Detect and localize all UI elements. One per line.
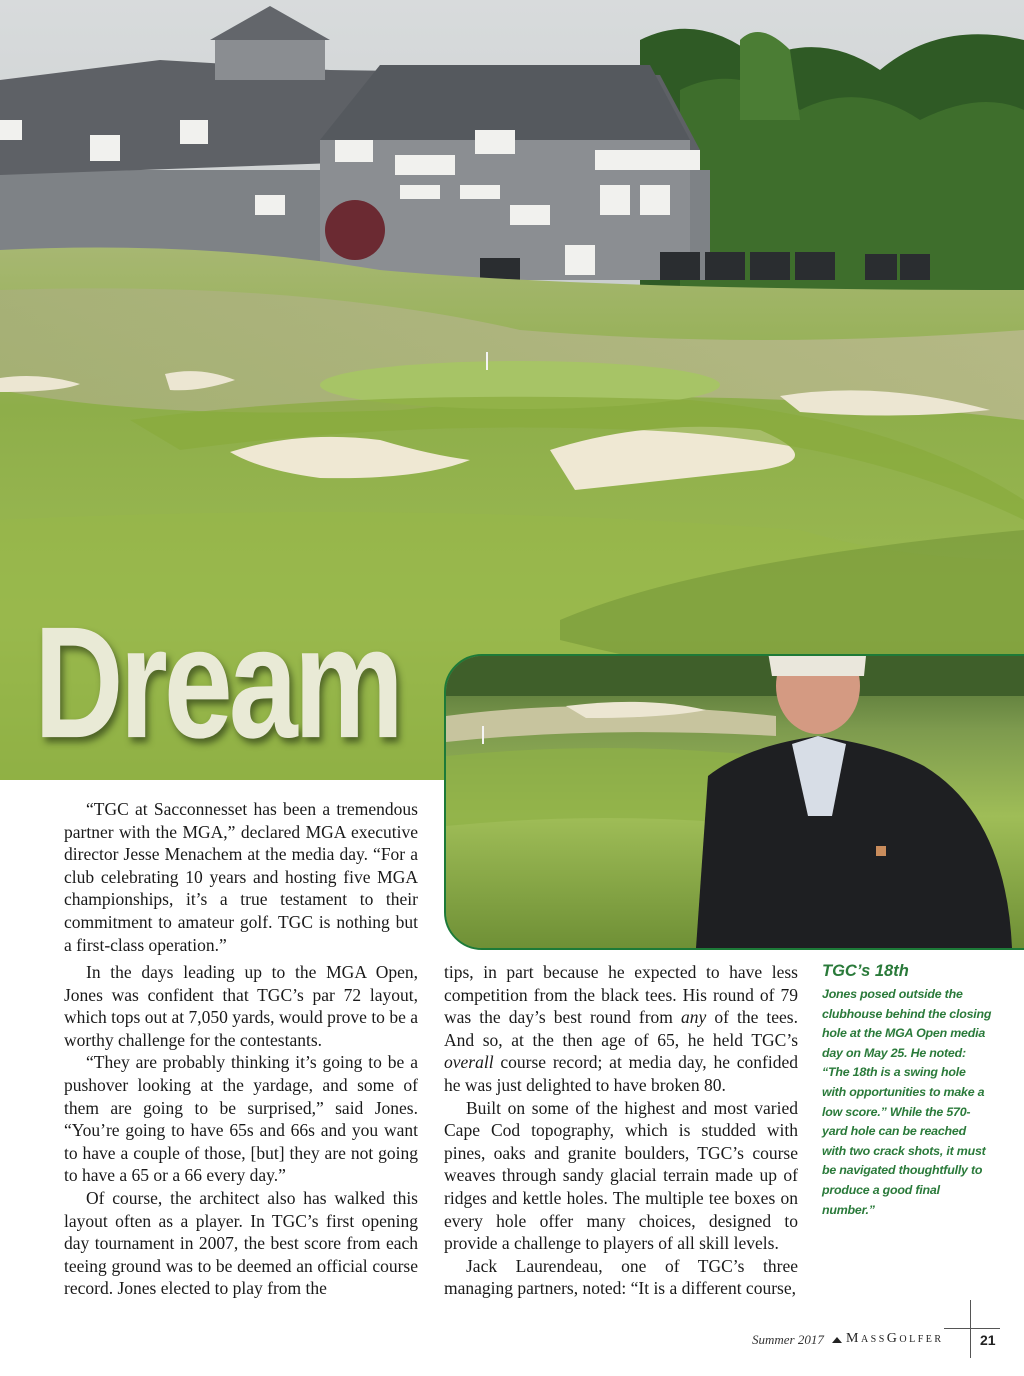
headline-dream: Dream [34, 595, 400, 772]
paragraph-topography: Built on some of the highest and most varied Cape Cod topography, which is studded with pines, oaks and granite boulders, TGC’s course weaves through sandy glacial terrain made up of ridges and kettle holes. The multiple tee boxes on every hole offer many choices, designed to provide a challenge to players of all skill levels. [444, 1097, 798, 1254]
paragraph-mga-open: In the days leading up to the MGA Open, Jones was confident that TGC’s par 72 layout, which tops out at 7,050 yards, would prove to be a worthy challenge for the contestants. [64, 962, 418, 1050]
footer-triangle-icon [832, 1337, 842, 1343]
inset-photo-jones [444, 654, 1024, 950]
golfer-portrait-illustration [446, 656, 1024, 948]
body-column-2 [444, 961, 798, 1300]
footer-crop-mark-horizontal [944, 1328, 1000, 1329]
paragraph-architect: Of course, the architect also has walked this layout often as a player. In TGC’s first opening day tournament in 2007, the best score from each teeing ground was to be deemed an official course record. Jones elected to play from the [64, 1187, 418, 1299]
paragraph-laurendeau: Jack Laurendeau, one of TGC’s three managing partners, noted: “It is a different course, [444, 1255, 798, 1299]
body-column-1-top [64, 798, 418, 956]
caption-title: TGC’s 18th [822, 962, 909, 980]
paragraph-course-record: tips, in part because he expected to have less competition from the black tees. His round of 79 was the day’s best round from any of the tees. And so, at the then age of 65, he held TGC’s overall course record; at media day, he confided he was just delighted to have broken 80. [444, 962, 798, 1095]
footer-crop-mark-vertical [970, 1300, 971, 1358]
paragraph-quote-menachem: “TGC at Sacconnesset has been a tremendous partner with the MGA,” declared MGA executive director Jesse Menachem at the media day. “For a club celebrating 10 years and hosting five MGA championships, it’s a true testament to their commitment to amateur golf. TGC is nothing but a first-class operation.” [64, 799, 418, 955]
paragraph-jones-quote: “They are probably thinking it’s going to be a pushover looking at the yardage, and some of them are going to be surprised,” said Jones. “You’re going to have 65s and 66s and you want to have a couple of those, [but] they are not going to have a 65 or a 66 every day.” [64, 1052, 418, 1186]
body-column-1 [64, 961, 418, 1300]
footer-issue-date: Summer 2017 [752, 1332, 824, 1347]
page-number: 21 [980, 1332, 996, 1348]
footer-magazine-name: MassGolfer [846, 1331, 944, 1346]
caption-text: Jones posed outside the clubhouse behind the closing hole at the MGA Open media day on May 25. He noted: “The 18th is a swing hole with opportunities to make a low score.” While the 570-yard hole can be reached with two crack shots, it must be navigated thoughtfully to produce a good final number.” [822, 987, 992, 1217]
